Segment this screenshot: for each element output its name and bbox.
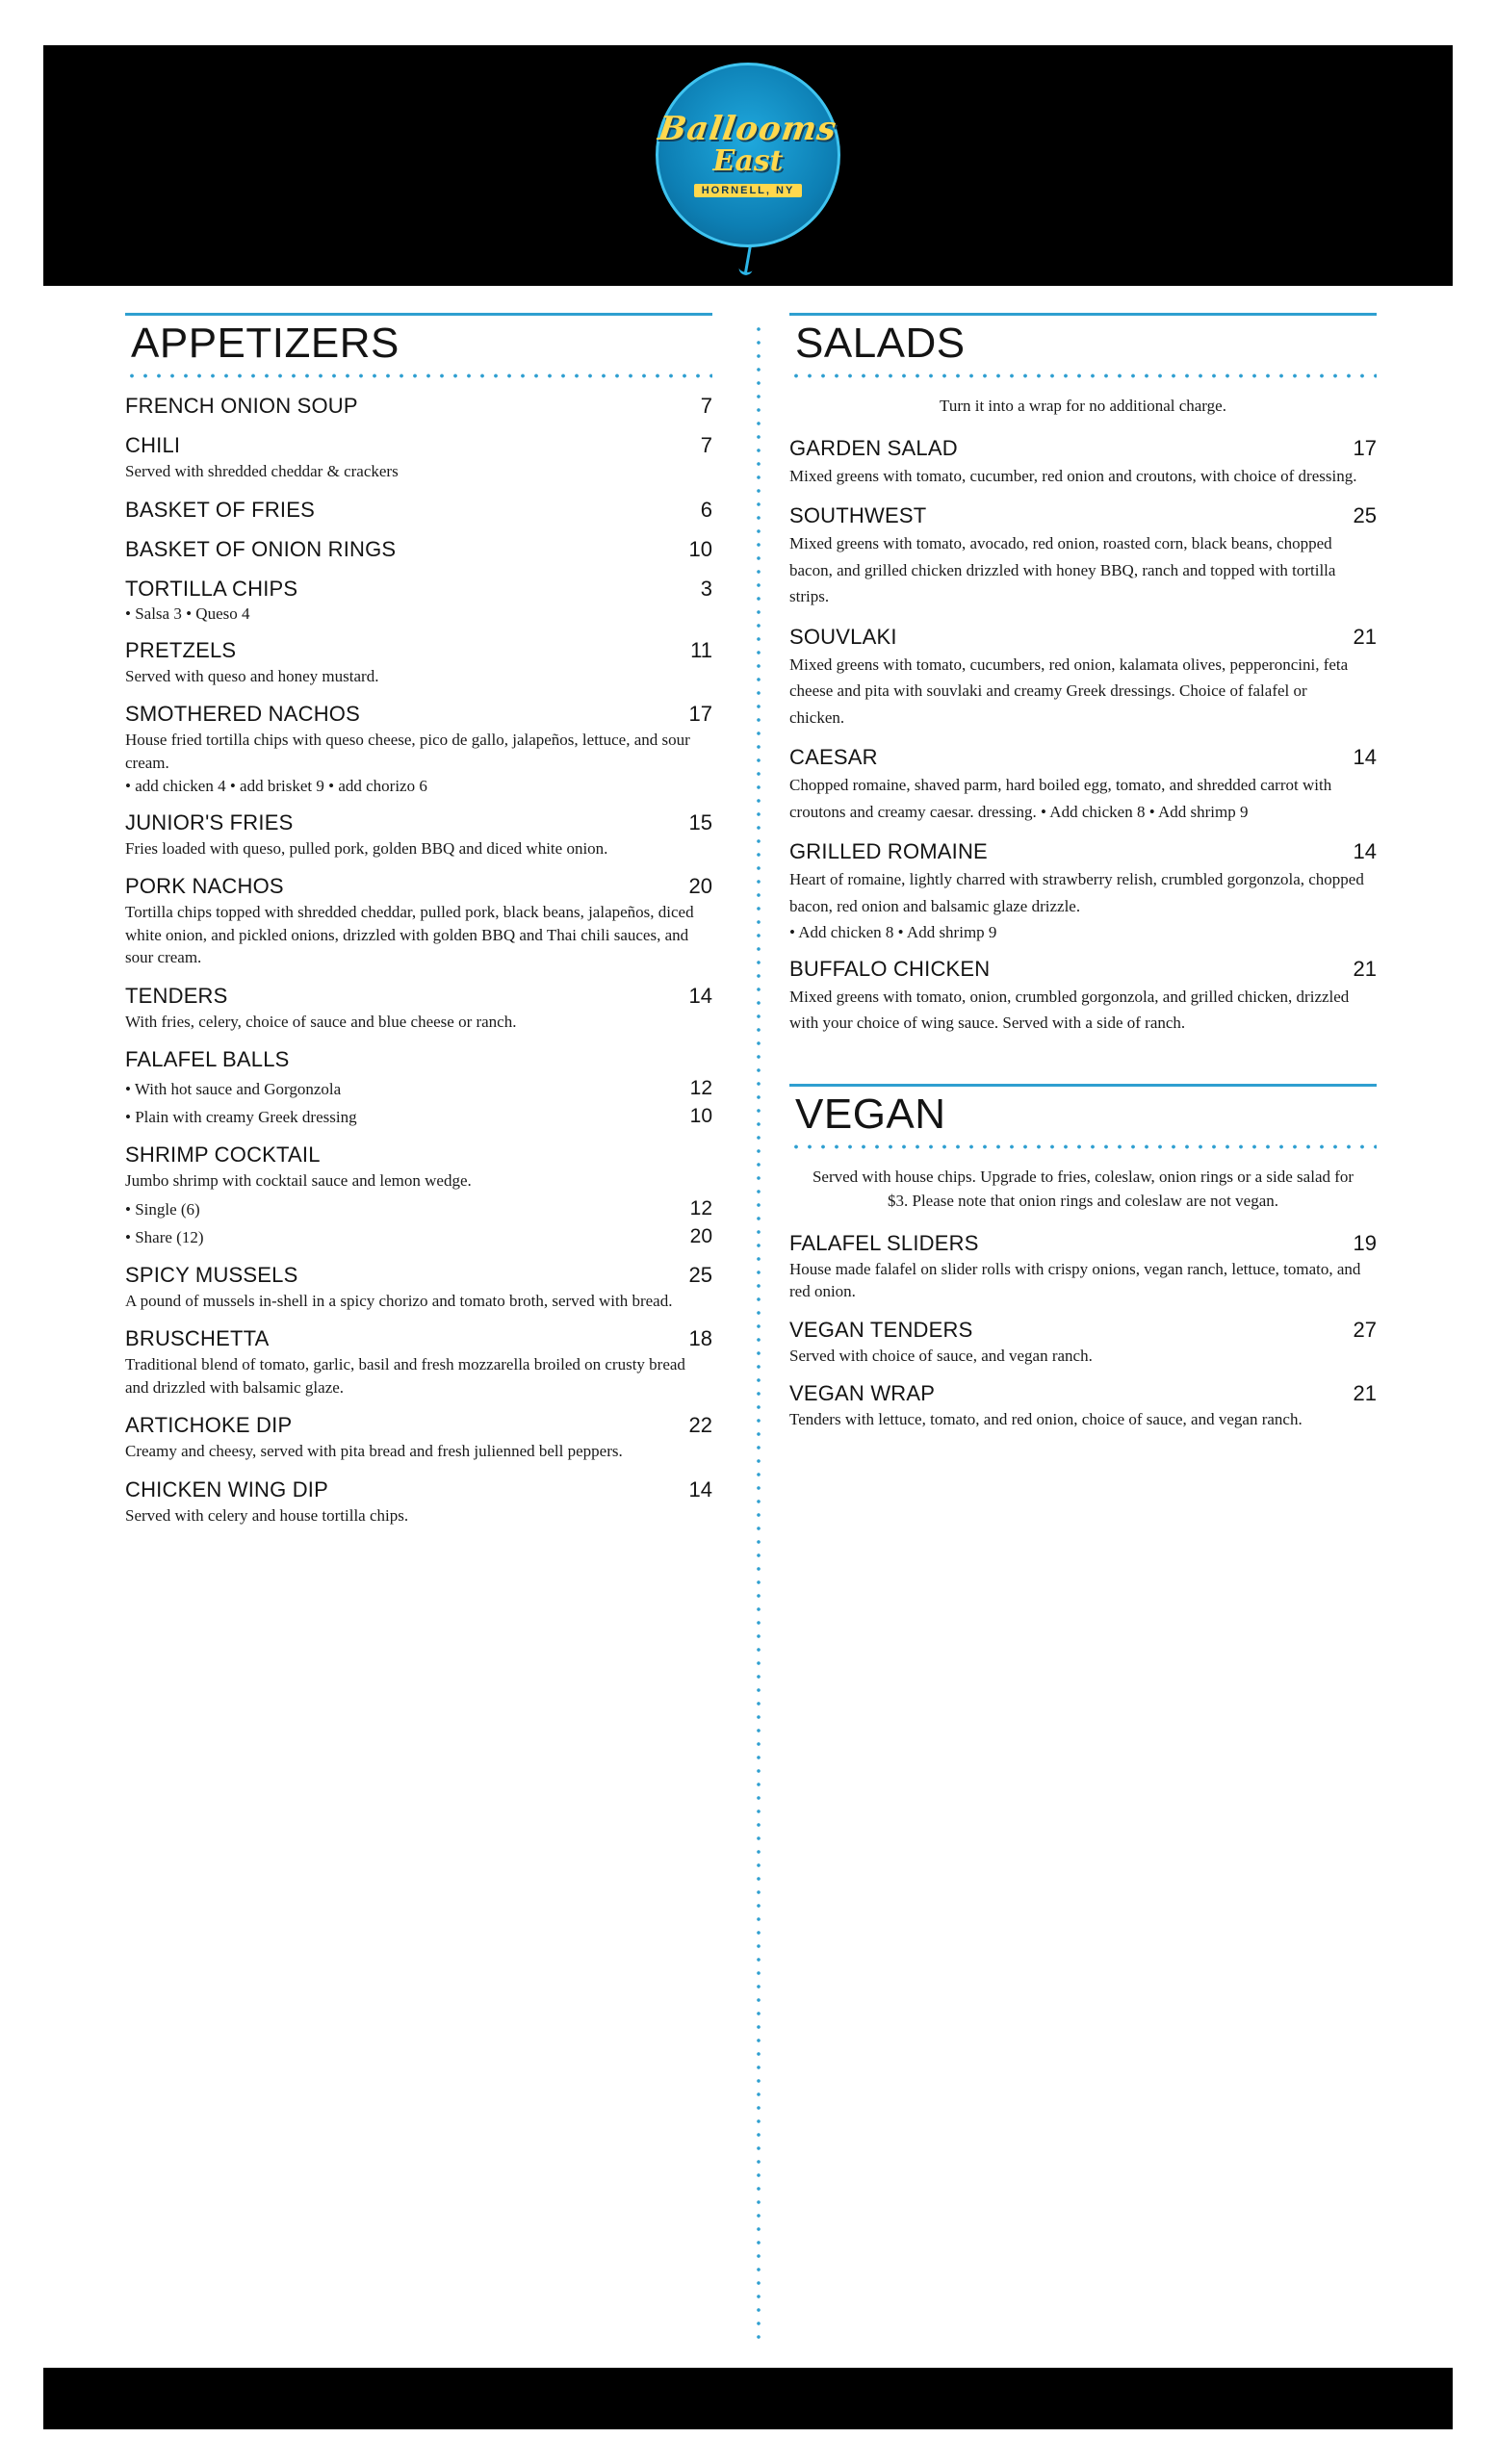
menu-item-description: Mixed greens with tomato, cucumber, red onion and croutons, with choice of dressing. — [789, 466, 1357, 485]
menu-item-price: 11 — [690, 637, 712, 662]
menu-item-price: 3 — [700, 576, 712, 601]
menu-item-name: GARDEN SALAD — [789, 435, 958, 460]
menu-item — [125, 433, 712, 482]
menu-item-name: CAESAR — [789, 745, 878, 770]
menu-item-description: Jumbo shrimp with cocktail sauce and lemon wedge. — [125, 1171, 472, 1191]
menu-item-name: FRENCH ONION SOUP — [125, 394, 358, 419]
menu-item-price: 20 — [688, 874, 712, 899]
menu-item-option-label: • Share (12) — [125, 1227, 204, 1246]
menu-item — [125, 1047, 712, 1128]
menu-item-price: 14 — [688, 1476, 712, 1502]
menu-item — [125, 702, 712, 796]
section-top-rule — [789, 1084, 1377, 1087]
menu-item-description: House made falafel on slider rolls with crispy onions, vegan ranch, lettuce, tomato, and red onion. — [789, 1259, 1361, 1301]
section-dotted-rule — [789, 1144, 1377, 1149]
menu-item — [789, 745, 1377, 825]
menu-item — [789, 1318, 1377, 1367]
menu-item-name: JUNIOR'S FRIES — [125, 810, 294, 834]
menu-item-price: 15 — [688, 810, 712, 834]
menu-item-description: Chopped romaine, shaved parm, hard boiled egg, tomato, and shredded carrot with croutons and creamy caesar. dressing. • Add chicken 8 • Add shrimp 9 — [789, 776, 1332, 821]
menu-item-description: Creamy and cheesy, served with pita bread and fresh julienned bell peppers. — [125, 1442, 623, 1461]
menu-item-option — [125, 1225, 712, 1248]
logo-brand-name: Ballooms — [656, 109, 840, 148]
menu-item-price: 21 — [1353, 624, 1377, 649]
appetizers-column — [125, 313, 712, 1541]
menu-item-name: PRETZELS — [125, 637, 237, 662]
menu-item-name: GRILLED ROMAINE — [789, 839, 988, 864]
menu-item — [789, 1381, 1377, 1430]
menu-item — [125, 577, 712, 624]
menu-item-option-label: • With hot sauce and Gorgonzola — [125, 1080, 342, 1099]
menu-item-option — [125, 1197, 712, 1220]
menu-item — [125, 984, 712, 1033]
menu-item-name: VEGAN TENDERS — [789, 1317, 973, 1342]
menu-item-price: 18 — [688, 1326, 712, 1351]
menu-item — [125, 1142, 712, 1247]
menu-item-name: PORK NACHOS — [125, 874, 284, 899]
menu-item-name: SOUTHWEST — [789, 503, 927, 528]
salads-note: Turn it into a wrap for no additional charge. — [940, 397, 1226, 416]
section-title-salads: SALADS — [795, 320, 966, 367]
menu-item — [789, 503, 1377, 610]
menu-item — [125, 394, 712, 419]
menu-item-addons: • Add chicken 8 • Add shrimp 9 — [789, 922, 997, 941]
menu-item-description: A pound of mussels in-shell in a spicy chorizo and tomato broth, served with bread. — [125, 1291, 673, 1310]
menu-item — [125, 498, 712, 523]
menu-item-name: BASKET OF FRIES — [125, 497, 315, 522]
menu-item-description: Fries loaded with queso, pulled pork, golden BBQ and diced white onion. — [125, 839, 608, 858]
menu-item-price: 21 — [1353, 1381, 1377, 1406]
menu-item-price: 7 — [700, 394, 712, 419]
menu-item-price: 17 — [1353, 435, 1377, 460]
menu-item-name: BUFFALO CHICKEN — [789, 956, 991, 981]
menu-item — [125, 874, 712, 968]
menu-item — [789, 957, 1377, 1037]
menu-item-name: FALAFEL SLIDERS — [789, 1230, 979, 1255]
balloon-string-icon — [744, 242, 753, 274]
menu-item-description: Served with choice of sauce, and vegan ranch. — [789, 1346, 1093, 1365]
menu-item-description: Tortilla chips topped with shredded cheddar, pulled pork, black beans, jalapeños, diced white onion, and pickled onions, drizzled with golden BBQ and Thai chili sauces, and sour cream. — [125, 903, 694, 967]
menu-item-price: 14 — [1353, 839, 1377, 864]
menu-item — [125, 537, 712, 562]
menu-item-name: CHICKEN WING DIP — [125, 1476, 328, 1502]
menu-item-option-price: 12 — [689, 1077, 712, 1100]
menu-item-description: Served with celery and house tortilla chips. — [125, 1505, 409, 1525]
menu-item-option-price: 12 — [689, 1196, 712, 1219]
header-banner — [43, 45, 1453, 286]
footer-banner — [43, 2368, 1453, 2429]
menu-item-name: SMOTHERED NACHOS — [125, 702, 360, 727]
menu-item — [789, 839, 1377, 941]
section-dotted-rule — [125, 373, 712, 378]
menu-item-addons: • add chicken 4 • add brisket 9 • add chorizo 6 — [125, 777, 427, 795]
menu-item-name: BRUSCHETTA — [125, 1326, 270, 1351]
menu-item-description: Mixed greens with tomato, avocado, red onion, roasted corn, black beans, chopped bacon, and grilled chicken drizzled with honey BBQ, ranch and topped with tortilla strips. — [789, 534, 1336, 606]
menu-item-description: Mixed greens with tomato, cucumbers, red onion, kalamata olives, pepperoncini, feta cheese and pita with souvlaki and creamy Greek dressings. Choice of falafel or chicken. — [789, 654, 1349, 727]
menu-item-description: Served with queso and honey mustard. — [125, 666, 379, 685]
section-title-vegan: VEGAN — [795, 1090, 946, 1138]
menu-item-option-label: • Plain with creamy Greek dressing — [125, 1108, 357, 1127]
section-top-rule — [789, 313, 1377, 316]
vegan-note: Served with house chips. Upgrade to fries, coleslaw, onion rings or a side salad for $3. Please note that onion rings and coleslaw are not vegan. — [812, 1167, 1354, 1211]
menu-item — [125, 1263, 712, 1312]
menu-item-name: BASKET OF ONION RINGS — [125, 536, 397, 561]
menu-item-price: 7 — [700, 433, 712, 458]
menu-item-option — [125, 1077, 712, 1100]
menu-item-name: VEGAN WRAP — [789, 1381, 936, 1406]
menu-item-name: SPICY MUSSELS — [125, 1262, 298, 1287]
logo-brand-sub: East — [712, 143, 784, 178]
menu-item-option — [125, 1105, 712, 1128]
menu-item-name: TORTILLA CHIPS — [125, 576, 298, 601]
menu-item-price: 21 — [1353, 956, 1377, 981]
menu-item-price: 14 — [688, 983, 712, 1008]
salads-vegan-column — [789, 313, 1377, 1446]
menu-item-name: TENDERS — [125, 983, 228, 1008]
menu-item-option-price: 10 — [689, 1105, 712, 1128]
menu-item-price: 6 — [700, 497, 712, 522]
section-top-rule — [125, 313, 712, 316]
menu-item-description: Served with shredded cheddar & crackers — [125, 462, 399, 481]
menu-item-description: Heart of romaine, lightly charred with strawberry relish, crumbled gorgonzola, chopped bacon, red onion and balsamic glaze drizzle. — [789, 870, 1364, 915]
menu-item-price: 14 — [1353, 745, 1377, 770]
menu-item — [789, 1231, 1377, 1303]
menu-item-description: Tenders with lettuce, tomato, and red onion, choice of sauce, and vegan ranch. — [789, 1410, 1303, 1429]
menu-item-price: 19 — [1353, 1230, 1377, 1255]
menu-item-price: 22 — [688, 1413, 712, 1438]
logo-city-label: HORNELL, NY — [694, 184, 803, 197]
section-spacer — [789, 1051, 1377, 1084]
restaurant-logo — [652, 63, 844, 270]
menu-item-option-price: 20 — [689, 1224, 712, 1247]
menu-item-addons: • Salsa 3 • Queso 4 — [125, 603, 250, 623]
menu-item-name: ARTICHOKE DIP — [125, 1413, 293, 1438]
menu-item-name: CHILI — [125, 433, 181, 458]
menu-item — [125, 1413, 712, 1462]
menu-item-option-label: • Single (6) — [125, 1199, 200, 1219]
menu-item-name: FALAFEL BALLS — [125, 1047, 290, 1072]
menu-item-price: 25 — [688, 1262, 712, 1287]
menu-item — [125, 638, 712, 687]
menu-item-description: With fries, celery, choice of sauce and blue cheese or ranch. — [125, 1012, 517, 1031]
menu-item-name: SOUVLAKI — [789, 624, 897, 649]
menu-item-description: House fried tortilla chips with queso cheese, pico de gallo, jalapeños, lettuce, and sour cream. — [125, 731, 690, 772]
menu-item-price: 27 — [1353, 1317, 1377, 1342]
menu-item-price: 25 — [1353, 503, 1377, 528]
menu-item — [125, 810, 712, 860]
menu-item-price: 10 — [688, 536, 712, 561]
menu-item-description: Traditional blend of tomato, garlic, basil and fresh mozzarella broiled on crusty bread and drizzled with balsamic glaze. — [125, 1355, 685, 1397]
menu-item-name: SHRIMP COCKTAIL — [125, 1142, 321, 1168]
menu-item — [789, 625, 1377, 732]
section-dotted-rule — [789, 373, 1377, 378]
section-title-appetizers: APPETIZERS — [131, 320, 400, 367]
column-divider — [757, 322, 761, 2342]
menu-item — [789, 436, 1377, 490]
menu-item-price: 17 — [688, 702, 712, 727]
menu-item — [125, 1326, 712, 1399]
menu-item-description: Mixed greens with tomato, onion, crumbled gorgonzola, and grilled chicken, drizzled with your choice of wing sauce. Served with a side of ranch. — [789, 987, 1350, 1033]
menu-item — [125, 1477, 712, 1527]
logo-circle — [656, 63, 840, 247]
